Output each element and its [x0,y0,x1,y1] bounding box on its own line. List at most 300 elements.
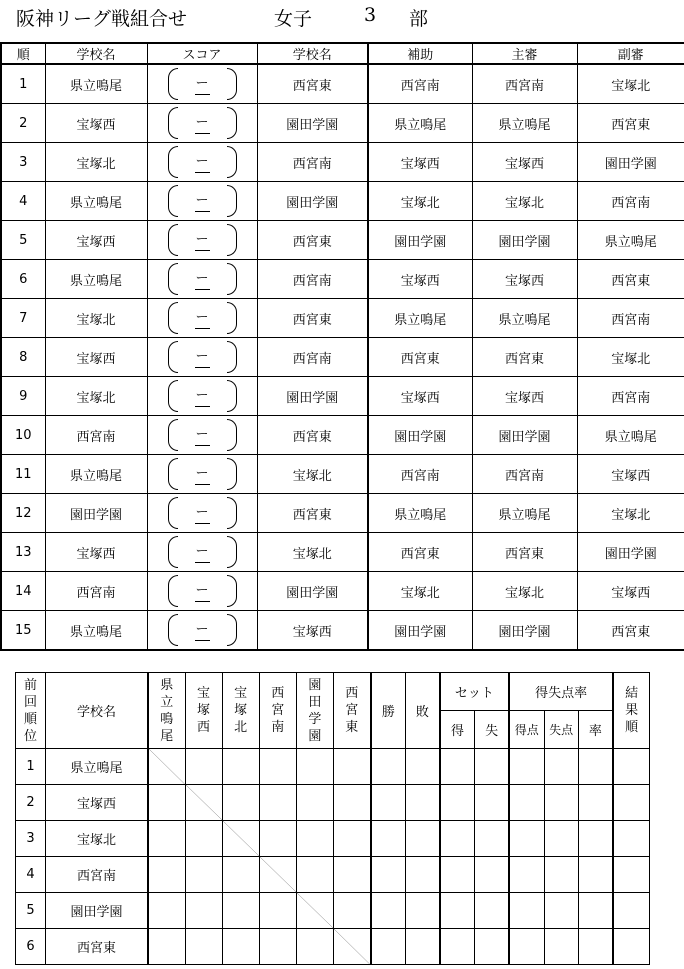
assist-school: 西宮東 [368,338,472,377]
match-result-cell[interactable] [185,893,222,929]
set-gain-cell[interactable] [440,857,475,893]
school-a: 宝塚北 [45,299,147,338]
ratio-cell[interactable] [578,893,613,929]
score-dash: ー [195,193,209,208]
school-b: 園田学園 [257,182,368,221]
score-cell[interactable] [147,416,257,455]
points-for-cell[interactable] [509,749,544,785]
points-against-cell[interactable] [544,749,578,785]
score-divider [195,250,210,251]
match-number: 15 [1,611,45,651]
set-gain-cell[interactable] [440,749,475,785]
match-result-cell[interactable] [185,749,222,785]
score-cell[interactable] [147,260,257,299]
referee-school: 西宮南 [472,455,577,494]
score-dash: ー [195,622,209,637]
league-school-name: 西宮東 [46,929,148,965]
header-school-a: 学校名 [45,43,147,64]
self-match-cell [296,893,333,929]
match-result-cell[interactable] [148,857,185,893]
losses-cell[interactable] [406,821,440,857]
score-cell[interactable] [147,299,257,338]
match-number: 2 [1,104,45,143]
left-bracket [168,68,178,100]
school-b: 西宮南 [257,260,368,299]
referee-school: 西宮南 [472,64,577,104]
sub-referee-school: 宝塚北 [577,64,684,104]
losses-cell[interactable] [406,749,440,785]
right-bracket [227,458,237,490]
match-result-cell[interactable] [185,857,222,893]
league-row [16,821,650,857]
league-school-name: 県立鳴尾 [46,749,148,785]
score-dash: ー [195,388,209,403]
set-gain-cell[interactable] [440,929,475,965]
assist-school: 宝塚西 [368,260,472,299]
match-schedule-table [0,42,684,651]
previous-rank: 1 [16,749,46,785]
left-bracket [168,575,178,607]
sub-referee-school: 宝塚西 [577,572,684,611]
league-school-name: 園田学園 [46,893,148,929]
assist-school: 宝塚西 [368,143,472,182]
school-b: 西宮東 [257,64,368,104]
result-rank-cell[interactable] [613,785,649,821]
match-result-cell[interactable] [222,929,259,965]
match-result-cell[interactable] [259,821,296,857]
match-number: 13 [1,533,45,572]
match-number: 8 [1,338,45,377]
match-number: 14 [1,572,45,611]
left-bracket [168,146,178,178]
sub-referee-school: 西宮南 [577,299,684,338]
right-bracket [227,185,237,217]
score-dash: ー [195,154,209,169]
school-b: 園田学園 [257,572,368,611]
previous-rank: 3 [16,821,46,857]
league-row [16,929,650,965]
assist-school: 西宮東 [368,533,472,572]
points-against-cell[interactable] [544,929,578,965]
header-set-loss: 失 [475,711,509,749]
assist-school: 宝塚西 [368,377,472,416]
points-for-cell[interactable] [509,821,544,857]
header-result-rank: 結 果 順 [613,673,649,749]
left-bracket [168,380,178,412]
ratio-cell[interactable] [578,929,613,965]
assist-school: 園田学園 [368,221,472,260]
wins-cell[interactable] [371,857,406,893]
match-result-cell[interactable] [222,857,259,893]
title-main: 阪神リーグ戦組合せ [16,8,188,30]
header-set-gain: 得 [440,711,475,749]
header-points-against: 失点 [544,711,578,749]
previous-rank: 5 [16,893,46,929]
left-bracket [168,458,178,490]
referee-school: 園田学園 [472,416,577,455]
score-divider [195,328,210,329]
match-result-cell[interactable] [333,785,370,821]
header-losses: 敗 [406,673,440,749]
points-for-cell[interactable] [509,929,544,965]
score-divider [195,445,210,446]
score-cell[interactable] [147,572,257,611]
previous-rank: 6 [16,929,46,965]
losses-cell[interactable] [406,893,440,929]
header-points-ratio: 得失点率 [509,673,613,711]
score-cell[interactable] [147,64,257,104]
wins-cell[interactable] [371,821,406,857]
assist-school: 西宮南 [368,64,472,104]
sub-referee-school: 西宮東 [577,260,684,299]
school-b: 西宮南 [257,338,368,377]
assist-school: 県立鳴尾 [368,104,472,143]
match-result-cell[interactable] [259,929,296,965]
previous-rank: 2 [16,785,46,821]
set-gain-cell[interactable] [440,821,475,857]
school-b: 西宮東 [257,494,368,533]
match-result-cell[interactable] [259,893,296,929]
ratio-cell[interactable] [578,821,613,857]
losses-cell[interactable] [406,857,440,893]
ratio-cell[interactable] [578,785,613,821]
score-divider [195,133,210,134]
school-b: 宝塚西 [257,611,368,651]
school-a: 県立鳴尾 [45,260,147,299]
match-result-cell[interactable] [185,929,222,965]
header-opponent-4: 西 宮 南 [259,673,296,749]
league-standings-table [15,672,650,965]
referee-school: 県立鳴尾 [472,494,577,533]
league-school-name: 宝塚北 [46,821,148,857]
sub-referee-school: 園田学園 [577,533,684,572]
losses-cell[interactable] [406,929,440,965]
school-b: 宝塚北 [257,533,368,572]
assist-school: 宝塚北 [368,572,472,611]
right-bracket [227,263,237,295]
wins-cell[interactable] [371,785,406,821]
referee-school: 宝塚西 [472,260,577,299]
sub-referee-school: 県立鳴尾 [577,416,684,455]
result-rank-cell[interactable] [613,857,649,893]
header-opponent-6: 西 宮 東 [333,673,370,749]
match-number: 4 [1,182,45,221]
score-cell[interactable] [147,221,257,260]
school-b: 園田学園 [257,104,368,143]
self-match-cell [259,857,296,893]
score-cell[interactable] [147,533,257,572]
title-category: 女子 [274,8,313,30]
score-dash: ー [195,427,209,442]
school-a: 宝塚西 [45,221,147,260]
left-bracket [168,536,178,568]
title-division-label: 部 [409,8,429,30]
result-rank-cell[interactable] [613,821,649,857]
referee-school: 宝塚西 [472,377,577,416]
match-row [1,611,684,651]
match-result-cell[interactable] [296,785,333,821]
set-loss-cell[interactable] [475,785,509,821]
match-row [1,377,684,416]
score-divider [195,211,210,212]
right-bracket [227,341,237,373]
score-divider [195,94,210,95]
assist-school: 県立鳴尾 [368,494,472,533]
score-divider [195,367,210,368]
referee-school: 県立鳴尾 [472,299,577,338]
school-b: 西宮東 [257,416,368,455]
match-result-cell[interactable] [259,785,296,821]
points-against-cell[interactable] [544,821,578,857]
left-bracket [168,185,178,217]
points-for-cell[interactable] [509,785,544,821]
sub-referee-school: 宝塚西 [577,455,684,494]
league-row [16,857,650,893]
score-divider [195,523,210,524]
self-match-cell [333,929,370,965]
wins-cell[interactable] [371,893,406,929]
score-dash: ー [195,76,209,91]
score-cell[interactable] [147,338,257,377]
self-match-cell [148,749,185,785]
right-bracket [227,614,237,646]
points-against-cell[interactable] [544,893,578,929]
score-dash: ー [195,232,209,247]
losses-cell[interactable] [406,785,440,821]
score-cell[interactable] [147,143,257,182]
left-bracket [168,224,178,256]
assist-school: 宝塚北 [368,182,472,221]
header-school-b: 学校名 [257,43,368,64]
match-result-cell[interactable] [148,893,185,929]
header-school-name: 学校名 [46,673,148,749]
match-result-cell[interactable] [296,821,333,857]
points-against-cell[interactable] [544,857,578,893]
school-a: 西宮南 [45,572,147,611]
match-number: 11 [1,455,45,494]
header-sub-referee: 副審 [577,43,684,64]
assist-school: 県立鳴尾 [368,299,472,338]
header-opponent-5: 園 田 学 園 [296,673,333,749]
match-number: 1 [1,64,45,104]
referee-school: 宝塚北 [472,182,577,221]
score-divider [195,562,210,563]
school-a: 県立鳴尾 [45,611,147,651]
school-a: 宝塚北 [45,377,147,416]
match-result-cell[interactable] [333,893,370,929]
result-rank-cell[interactable] [613,929,649,965]
score-dash: ー [195,271,209,286]
set-loss-cell[interactable] [475,749,509,785]
header-order: 順 [1,43,45,64]
match-number: 7 [1,299,45,338]
match-result-cell[interactable] [333,749,370,785]
match-result-cell[interactable] [296,749,333,785]
assist-school: 園田学園 [368,611,472,651]
left-bracket [168,107,178,139]
right-bracket [227,107,237,139]
league-row [16,785,650,821]
match-row [1,260,684,299]
score-cell[interactable] [147,182,257,221]
score-cell[interactable] [147,104,257,143]
match-number: 3 [1,143,45,182]
sub-referee-school: 宝塚北 [577,338,684,377]
match-number: 9 [1,377,45,416]
match-result-cell[interactable] [148,821,185,857]
right-bracket [227,302,237,334]
set-gain-cell[interactable] [440,893,475,929]
match-result-cell[interactable] [148,929,185,965]
left-bracket [168,302,178,334]
score-dash: ー [195,583,209,598]
set-loss-cell[interactable] [475,893,509,929]
assist-school: 園田学園 [368,416,472,455]
league-row [16,893,650,929]
match-row [1,455,684,494]
wins-cell[interactable] [371,929,406,965]
left-bracket [168,341,178,373]
league-school-name: 西宮南 [46,857,148,893]
header-sets: セット [440,673,509,711]
score-dash: ー [195,505,209,520]
header-previous-rank: 前 回 順 位 [16,673,46,749]
match-result-cell[interactable] [222,893,259,929]
school-b: 園田学園 [257,377,368,416]
referee-school: 西宮東 [472,533,577,572]
score-dash: ー [195,466,209,481]
match-number: 12 [1,494,45,533]
score-cell[interactable] [147,611,257,651]
points-against-cell[interactable] [544,785,578,821]
set-loss-cell[interactable] [475,929,509,965]
sub-referee-school: 県立鳴尾 [577,221,684,260]
right-bracket [227,146,237,178]
sub-referee-school: 園田学園 [577,143,684,182]
match-number: 10 [1,416,45,455]
match-result-cell[interactable] [259,749,296,785]
referee-school: 園田学園 [472,221,577,260]
right-bracket [227,224,237,256]
match-result-cell[interactable] [333,857,370,893]
schedule-header-row [1,43,684,64]
referee-school: 西宮東 [472,338,577,377]
school-a: 西宮南 [45,416,147,455]
school-a: 宝塚西 [45,338,147,377]
assist-school: 西宮南 [368,455,472,494]
match-row [1,533,684,572]
school-b: 西宮南 [257,143,368,182]
points-for-cell[interactable] [509,857,544,893]
title-division-number: 3 [364,4,377,26]
result-rank-cell[interactable] [613,749,649,785]
school-a: 宝塚西 [45,533,147,572]
school-b: 宝塚北 [257,455,368,494]
referee-school: 宝塚北 [472,572,577,611]
match-number: 5 [1,221,45,260]
score-divider [195,289,210,290]
self-match-cell [222,821,259,857]
match-row [1,64,684,104]
left-bracket [168,497,178,529]
match-row [1,143,684,182]
right-bracket [227,536,237,568]
header-referee: 主審 [472,43,577,64]
ratio-cell[interactable] [578,857,613,893]
points-for-cell[interactable] [509,893,544,929]
right-bracket [227,497,237,529]
league-school-name: 宝塚西 [46,785,148,821]
score-cell[interactable] [147,377,257,416]
match-number: 6 [1,260,45,299]
score-divider [195,601,210,602]
right-bracket [227,68,237,100]
header-opponent-3: 宝 塚 北 [222,673,259,749]
sub-referee-school: 宝塚北 [577,494,684,533]
school-b: 西宮東 [257,299,368,338]
header-score: スコア [147,43,257,64]
wins-cell[interactable] [371,749,406,785]
score-dash: ー [195,544,209,559]
match-result-cell[interactable] [185,821,222,857]
match-result-cell[interactable] [222,749,259,785]
match-row [1,299,684,338]
score-cell[interactable] [147,455,257,494]
result-rank-cell[interactable] [613,893,649,929]
score-cell[interactable] [147,494,257,533]
score-divider [195,640,210,641]
league-header-row [16,673,650,711]
referee-school: 園田学園 [472,611,577,651]
school-a: 宝塚西 [45,104,147,143]
league-row [16,749,650,785]
set-gain-cell[interactable] [440,785,475,821]
left-bracket [168,419,178,451]
match-result-cell[interactable] [296,857,333,893]
school-a: 県立鳴尾 [45,64,147,104]
match-result-cell[interactable] [296,929,333,965]
match-row [1,338,684,377]
right-bracket [227,380,237,412]
match-row [1,416,684,455]
match-row [1,221,684,260]
set-loss-cell[interactable] [475,821,509,857]
ratio-cell[interactable] [578,749,613,785]
previous-rank: 4 [16,857,46,893]
match-result-cell[interactable] [333,821,370,857]
match-result-cell[interactable] [148,785,185,821]
score-dash: ー [195,349,209,364]
sub-referee-school: 西宮南 [577,182,684,221]
match-row [1,182,684,221]
set-loss-cell[interactable] [475,857,509,893]
header-points-for: 得点 [509,711,544,749]
score-divider [195,172,210,173]
score-dash: ー [195,310,209,325]
sub-referee-school: 西宮東 [577,611,684,651]
school-a: 県立鳴尾 [45,182,147,221]
match-result-cell[interactable] [222,785,259,821]
header-wins: 勝 [371,673,406,749]
score-divider [195,406,210,407]
match-row [1,572,684,611]
match-row [1,104,684,143]
header-opponent-1: 県 立 鳴 尾 [148,673,185,749]
score-divider [195,484,210,485]
left-bracket [168,263,178,295]
referee-school: 県立鳴尾 [472,104,577,143]
score-dash: ー [195,115,209,130]
